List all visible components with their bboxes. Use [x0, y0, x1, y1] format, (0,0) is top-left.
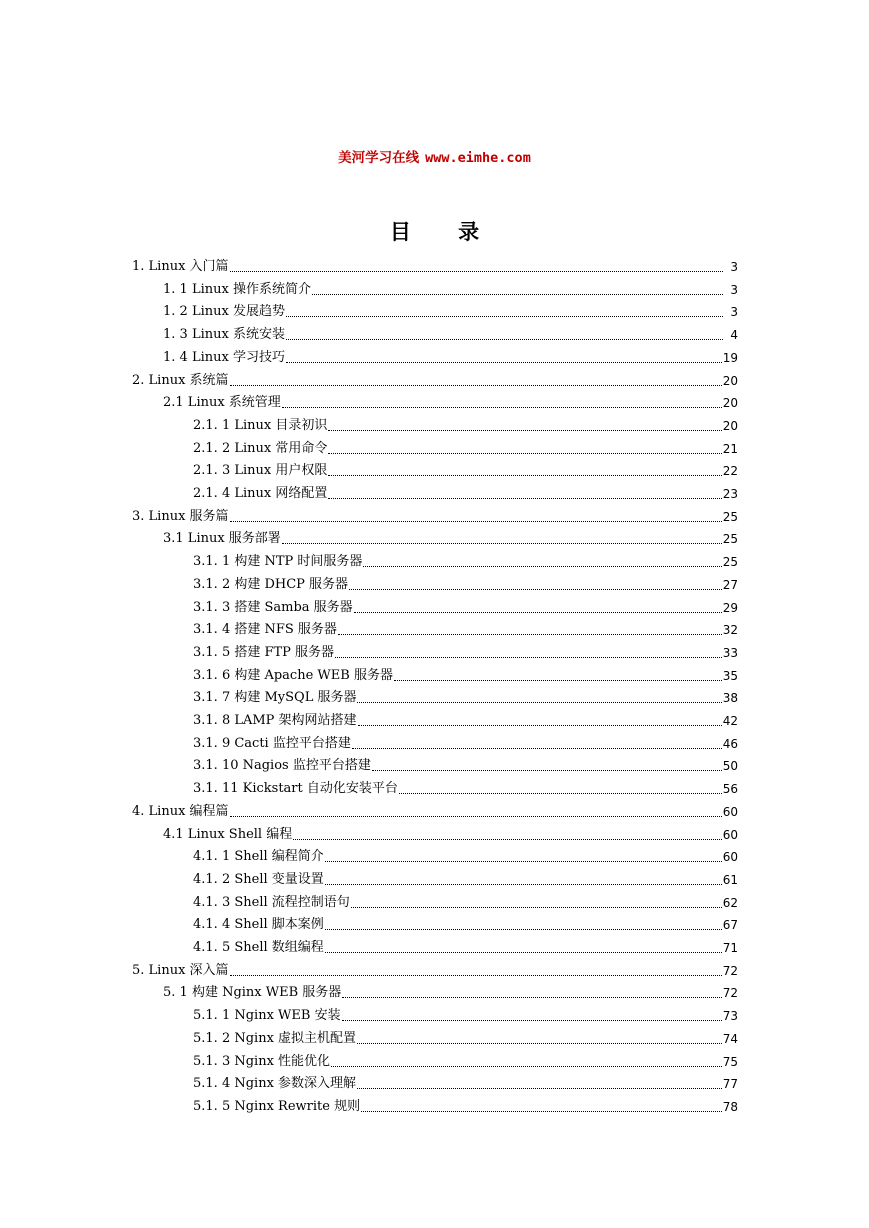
- toc-entry[interactable]: [193, 435, 738, 457]
- toc-entry[interactable]: [132, 957, 738, 979]
- toc-entry-label: 3.1. 6 构建 Apache WEB 服务器: [193, 667, 393, 683]
- toc-entry[interactable]: [193, 843, 738, 865]
- toc-entry-page: 4: [730, 328, 738, 343]
- toc-entry-label: 2. Linux 系统篇: [132, 372, 229, 388]
- dot-leader: [361, 1110, 722, 1112]
- toc-entry-label: 2.1. 1 Linux 目录初识: [193, 417, 328, 433]
- toc-entry-label: 5.1. 2 Nginx 虚拟主机配置: [193, 1030, 357, 1046]
- toc-entry[interactable]: [193, 730, 738, 752]
- dot-leader: [357, 701, 721, 703]
- toc-entry-page: 72: [722, 963, 738, 978]
- toc-entry[interactable]: [132, 367, 738, 389]
- dot-leader: [286, 338, 723, 340]
- dot-leader: [328, 474, 721, 476]
- toc-entry[interactable]: [193, 639, 738, 661]
- toc-entry-label: 3.1. 9 Cacti 监控平台搭建: [193, 735, 351, 751]
- toc-entry-page: 27: [722, 577, 738, 592]
- dot-leader: [328, 452, 721, 454]
- toc-entry-label: 5.1. 3 Nginx 性能优化: [193, 1053, 331, 1069]
- toc-entry[interactable]: [193, 548, 738, 570]
- toc-entry[interactable]: [163, 344, 738, 366]
- toc-entry-label: 2.1. 2 Linux 常用命令: [193, 440, 328, 456]
- dot-leader: [230, 520, 722, 522]
- toc-entry-label: 3.1. 1 构建 NTP 时间服务器: [193, 554, 363, 570]
- toc-entry-label: 1. Linux 入门篇: [132, 259, 229, 274]
- dot-leader: [325, 928, 722, 930]
- dot-leader: [335, 656, 722, 658]
- toc-entry-label: 3.1. 5 搭建 FTP 服务器: [193, 644, 335, 660]
- toc-entry-page: 3: [730, 282, 738, 297]
- toc-entry-label: 3.1. 10 Nagios 监控平台搭建: [193, 758, 371, 774]
- toc-entry-page: 60: [722, 827, 738, 842]
- toc-entry-label: 3.1 Linux 服务部署: [163, 531, 281, 547]
- dot-leader: [357, 1042, 722, 1044]
- dot-leader: [230, 270, 723, 272]
- toc-entry[interactable]: [163, 276, 738, 298]
- toc-entry-page: 71: [722, 941, 738, 955]
- dot-leader: [282, 406, 722, 408]
- toc-entry-page: 20: [722, 418, 738, 433]
- toc-entry[interactable]: [193, 752, 738, 774]
- toc-entry-label: 1. 4 Linux 学习技巧: [163, 349, 285, 365]
- toc-entry-label: 3.1. 3 搭建 Samba 服务器: [193, 599, 353, 615]
- toc-entry[interactable]: [163, 298, 738, 320]
- toc-entry-page: 21: [722, 441, 738, 456]
- site-name: 美河学习在线: [338, 150, 420, 166]
- dot-leader: [325, 860, 722, 862]
- toc-entry-page: 25: [722, 509, 738, 524]
- toc-entry-label: 4. Linux 编程篇: [132, 803, 229, 819]
- toc-entry-label: 3.1. 8 LAMP 架构网站搭建: [193, 713, 357, 728]
- dot-leader: [325, 951, 722, 953]
- toc-entry-label: 4.1 Linux Shell 编程: [163, 826, 293, 842]
- dot-leader: [358, 724, 722, 726]
- toc-entry-label: 4.1. 1 Shell 编程简介: [193, 849, 324, 865]
- toc-entry-page: 75: [722, 1054, 738, 1069]
- dot-leader: [328, 429, 721, 431]
- toc-entry[interactable]: [193, 889, 738, 911]
- toc-entry[interactable]: [193, 775, 738, 797]
- toc-entry-page: 38: [722, 691, 738, 706]
- toc-entry[interactable]: [193, 1025, 738, 1047]
- toc-title: 目 录: [389, 219, 500, 244]
- dot-leader: [286, 361, 722, 363]
- dot-leader: [357, 1087, 722, 1089]
- toc-entry[interactable]: [193, 457, 738, 479]
- toc-entry-page: 3: [730, 305, 738, 320]
- toc-entry-page: 60: [722, 850, 738, 865]
- toc-entry[interactable]: [193, 412, 738, 434]
- dot-leader: [230, 974, 722, 976]
- toc-entry[interactable]: [193, 1070, 738, 1092]
- toc-entry-page: 42: [722, 714, 738, 728]
- toc-entry-page: 78: [722, 1099, 738, 1114]
- toc-entry[interactable]: [193, 616, 738, 638]
- toc-entry[interactable]: [193, 594, 738, 616]
- toc-entry-page: 23: [722, 487, 738, 501]
- toc-entry-page: 33: [722, 645, 738, 660]
- toc-entry-page: 22: [722, 464, 738, 479]
- toc-entry-label: 4.1. 3 Shell 流程控制语句: [193, 894, 350, 910]
- dot-leader: [342, 1019, 722, 1021]
- toc-entry-page: 35: [722, 668, 738, 683]
- dot-leader: [312, 293, 723, 295]
- toc-entry[interactable]: [163, 525, 738, 547]
- dot-leader: [363, 565, 721, 567]
- dot-leader: [338, 633, 722, 635]
- toc-entry-label: 5.1. 4 Nginx 参数深入理解: [193, 1076, 357, 1092]
- toc-entry[interactable]: [163, 821, 738, 843]
- toc-entry-label: 4.1. 2 Shell 变量设置: [193, 871, 324, 887]
- toc-entry-label: 2.1. 4 Linux 网络配置: [193, 486, 328, 501]
- dot-leader: [372, 769, 722, 771]
- toc-entry-label: 3.1. 2 构建 DHCP 服务器: [193, 576, 349, 592]
- toc-entry-page: 20: [722, 396, 738, 411]
- toc-entry-page: 25: [722, 555, 738, 570]
- dot-leader: [230, 815, 722, 817]
- toc-entry-page: 72: [722, 986, 738, 1001]
- toc-entry[interactable]: [193, 911, 738, 933]
- toc-entry-label: 3.1. 7 构建 MySQL 服务器: [193, 690, 357, 706]
- toc-entry-label: 4.1. 5 Shell 数组编程: [193, 940, 324, 955]
- toc-entry-label: 5.1. 5 Nginx Rewrite 规则: [193, 1098, 361, 1114]
- toc-entry-page: 29: [722, 600, 738, 615]
- toc-entry-label: 3.1. 4 搭建 NFS 服务器: [193, 622, 337, 638]
- dot-leader: [282, 542, 722, 544]
- toc-entry-page: 25: [722, 532, 738, 547]
- toc-entry-page: 67: [722, 918, 738, 933]
- toc-entry-page: 56: [722, 782, 738, 797]
- toc-entry[interactable]: [163, 979, 738, 1001]
- toc-entry-page: 32: [722, 623, 738, 638]
- toc-entry[interactable]: [193, 480, 738, 502]
- dot-leader: [286, 315, 723, 317]
- dot-leader: [230, 384, 722, 386]
- toc-entry[interactable]: [193, 866, 738, 888]
- toc-entry-label: 4.1. 4 Shell 脚本案例: [193, 917, 324, 933]
- toc-entry[interactable]: [193, 1093, 738, 1115]
- toc-entry-label: 5. Linux 深入篇: [132, 962, 229, 978]
- dot-leader: [354, 611, 722, 613]
- toc-entry-label: 2.1 Linux 系统管理: [163, 395, 281, 411]
- dot-leader: [399, 792, 722, 794]
- dot-leader: [352, 747, 722, 749]
- toc-entry[interactable]: [193, 571, 738, 593]
- toc-entry-label: 3.1. 11 Kickstart 自动化安装平台: [193, 781, 398, 797]
- dot-leader: [331, 1065, 722, 1067]
- toc-entry-page: 3: [730, 260, 738, 274]
- toc-entry-page: 73: [722, 1009, 738, 1024]
- dot-leader: [349, 588, 722, 590]
- toc-entry[interactable]: [193, 1048, 738, 1070]
- dot-leader: [325, 883, 722, 885]
- toc-entry[interactable]: [193, 684, 738, 706]
- toc-entry[interactable]: [193, 934, 738, 956]
- toc-entry[interactable]: [193, 662, 738, 684]
- toc-entry[interactable]: [132, 503, 738, 525]
- site-url[interactable]: www.eimhe.com: [425, 150, 531, 166]
- toc-entry[interactable]: [193, 1002, 738, 1024]
- dot-leader: [293, 838, 721, 840]
- toc-entry-page: 62: [722, 895, 738, 910]
- toc-entry[interactable]: [132, 798, 738, 820]
- dot-leader: [394, 679, 722, 681]
- toc-entry-page: 19: [722, 350, 738, 365]
- toc-entry-page: 60: [722, 804, 738, 819]
- toc-entry[interactable]: [132, 253, 738, 275]
- toc-entry-label: 5.1. 1 Nginx WEB 安装: [193, 1008, 341, 1024]
- toc-entry-page: 20: [722, 373, 738, 388]
- toc-entry-label: 5. 1 构建 Nginx WEB 服务器: [163, 985, 342, 1001]
- toc-entry-page: 77: [722, 1077, 738, 1092]
- toc-entry-page: 46: [722, 736, 738, 751]
- toc-entry-label: 2.1. 3 Linux 用户权限: [193, 463, 328, 479]
- toc-entry-page: 50: [722, 759, 738, 774]
- toc-entry-label: 1. 1 Linux 操作系统简介: [163, 281, 311, 297]
- toc-entry[interactable]: [163, 389, 738, 411]
- dot-leader: [351, 906, 722, 908]
- toc-entry-page: 61: [722, 872, 738, 887]
- toc-entry-label: 1. 2 Linux 发展趋势: [163, 304, 285, 320]
- dot-leader: [328, 497, 721, 499]
- dot-leader: [342, 996, 721, 998]
- toc-entry[interactable]: [193, 707, 738, 729]
- site-header: [0, 146, 869, 166]
- toc-entry-label: 3. Linux 服务篇: [132, 508, 229, 524]
- toc-entry[interactable]: [163, 321, 738, 343]
- toc-entry-page: 74: [722, 1031, 738, 1046]
- toc-entry-label: 1. 3 Linux 系统安装: [163, 327, 285, 343]
